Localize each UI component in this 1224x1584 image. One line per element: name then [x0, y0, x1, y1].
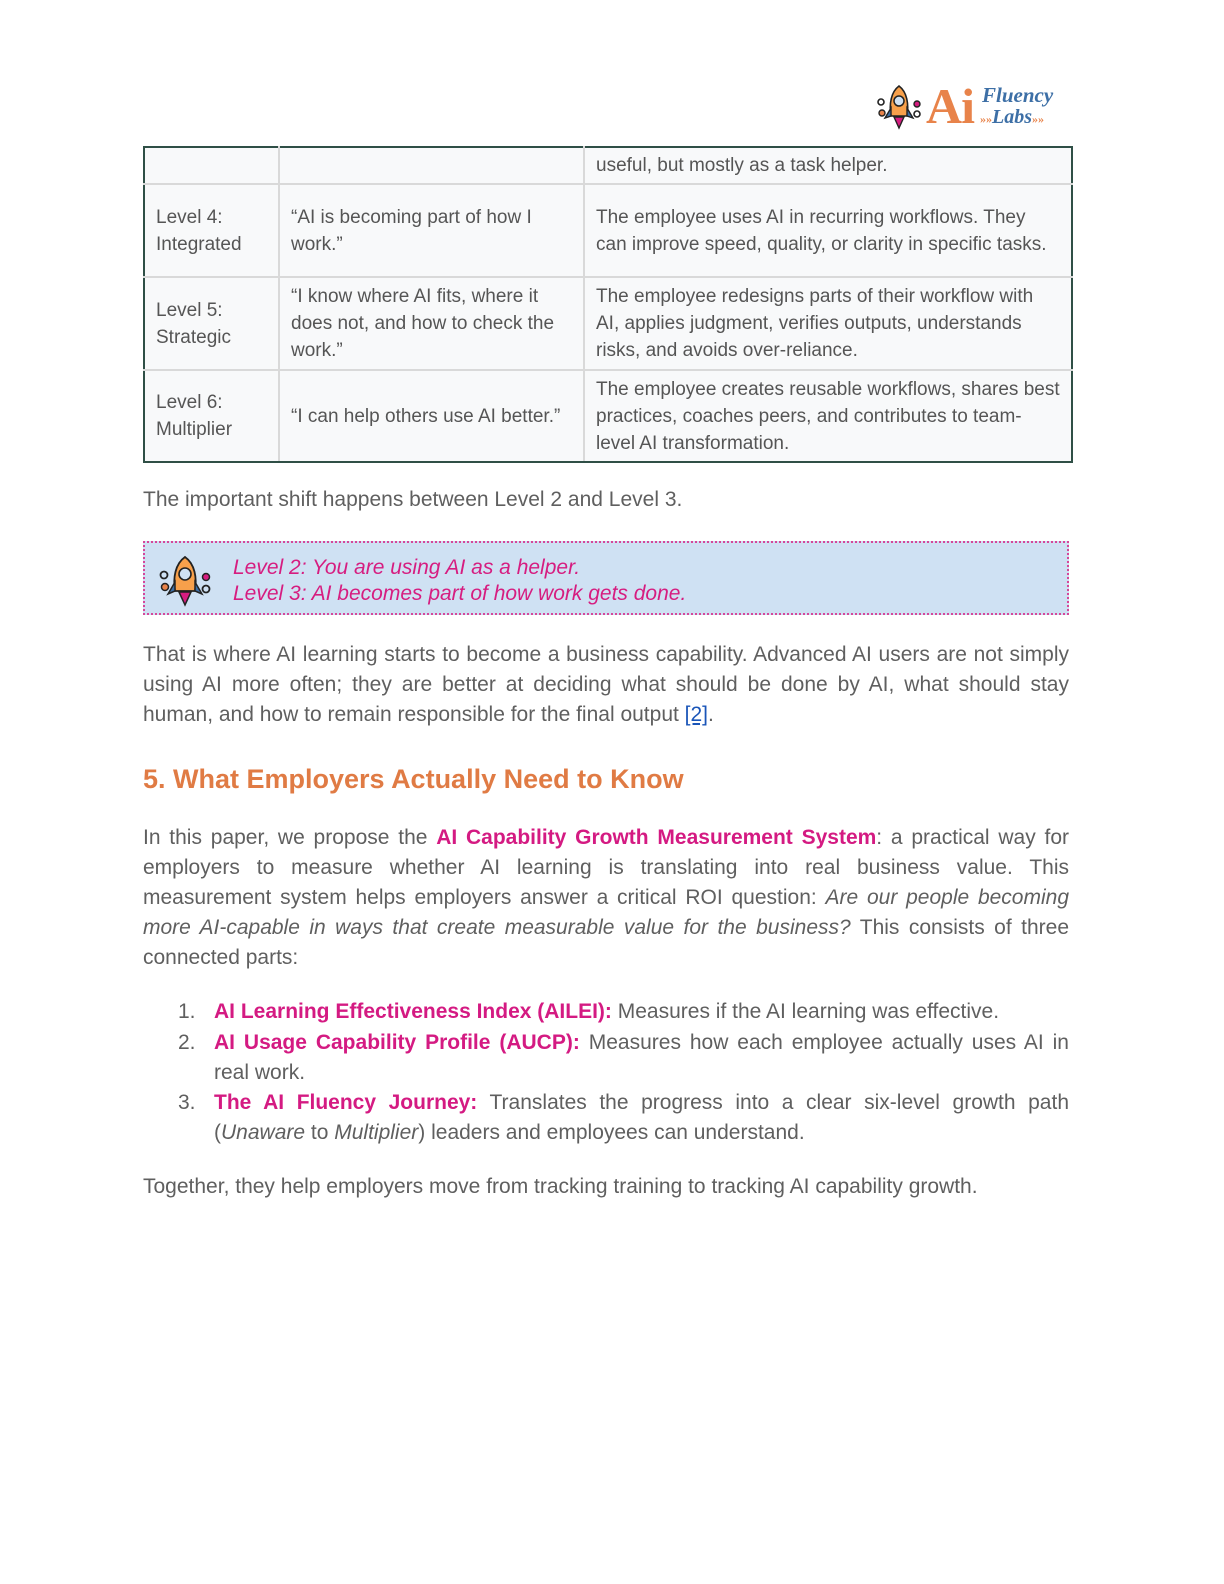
- shift-sentence: The important shift happens between Level 2 and Level 3.: [143, 488, 683, 511]
- list-item: [143, 997, 1069, 1027]
- table-row: [144, 277, 1072, 370]
- list-number: 1.: [178, 1000, 196, 1023]
- level-cell: Level 6: Multiplier: [144, 370, 279, 462]
- quote-cell: “I can help others use AI better.”: [279, 370, 584, 462]
- quote-cell: “AI is becoming part of how I work.”: [279, 184, 584, 277]
- citation-link[interactable]: [2]: [684, 703, 709, 726]
- level-cell: Level 5: Strategic: [144, 277, 279, 370]
- logo-labs-text: Labs: [992, 106, 1032, 128]
- table-row: [144, 370, 1072, 462]
- list-item: [143, 1028, 1069, 1088]
- system-name-highlight: AI Capability Growth Measurement System: [436, 826, 877, 849]
- logo-ai-text: Ai: [926, 78, 974, 134]
- capability-text: That is where AI learning starts to become a business capability. Advanced AI users are not simply using AI more often; they are better at deciding what should be done by AI, what should stay human, and how to remain responsible for the final output: [143, 643, 1069, 726]
- levels-table: [143, 146, 1073, 463]
- description-cell: The employee creates reusable workflows, shares best practices, coaches peers, and contributes to team-level AI transformation.: [584, 370, 1072, 462]
- level-unaware: Unaware: [221, 1121, 306, 1144]
- roi-question: Are our people becoming more AI-capable in ways that create measurable value for the business?: [143, 886, 1070, 939]
- intro-paragraph: [143, 823, 1069, 973]
- rocket-icon: [874, 82, 924, 134]
- section-heading: 5. What Employers Actually Need to Know: [143, 764, 684, 794]
- rocket-icon: [155, 553, 215, 609]
- intro-text-1: In this paper, we propose the: [143, 826, 437, 849]
- list-item-title: AI Learning Effectiveness Index (AILEI):: [214, 1000, 612, 1023]
- callout-line-1: Level 2: You are using AI as a helper.: [233, 556, 581, 579]
- capability-end: .: [708, 703, 714, 726]
- intro-text-3: This consists of three connected parts:: [143, 916, 1069, 969]
- quote-cell: [279, 147, 584, 184]
- description-cell: The employee uses AI in recurring workflows. They can improve speed, quality, or clarity in specific tasks.: [584, 184, 1072, 277]
- level-multiplier: Multiplier: [334, 1121, 419, 1144]
- level-cell: [144, 147, 279, 184]
- capability-paragraph: [143, 640, 1069, 730]
- quote-cell: “I know where AI fits, where it does not, and how to check the work.”: [279, 277, 584, 370]
- level-cell: Level 4: Integrated: [144, 184, 279, 277]
- list-item-text: to: [305, 1121, 335, 1144]
- table-row: [144, 147, 1072, 184]
- list-item-text: Measures if the AI learning was effective.: [611, 1000, 1000, 1023]
- table-row: [144, 184, 1072, 277]
- intro-text-2: : a practical way for employers to measure whether AI learning is translating into real business value. This measurement system helps employers answer a critical ROI question:: [143, 826, 1069, 909]
- ai-fluency-labs-logo: [874, 80, 1064, 132]
- closing-sentence: Together, they help employers move from tracking training to tracking AI capability growth.: [143, 1175, 978, 1198]
- logo-fluency-text: Fluency: [982, 83, 1054, 107]
- logo-labs-line: [980, 106, 1044, 130]
- list-item-title: The AI Fluency Journey:: [214, 1091, 478, 1114]
- list-item-title: AI Usage Capability Profile (AUCP):: [214, 1031, 580, 1054]
- level-callout: [143, 541, 1069, 615]
- logo-chevrons-left: »»: [980, 112, 992, 126]
- list-item: [143, 1088, 1069, 1148]
- list-item-text: Translates the progress into a clear six-level growth path (: [214, 1091, 1070, 1144]
- parts-list: [143, 997, 1069, 1148]
- list-item-text: Measures how each employee actually uses AI in real work.: [214, 1031, 1069, 1084]
- description-cell: useful, but mostly as a task helper.: [584, 147, 1072, 184]
- list-item-text: ) leaders and employees can understand.: [418, 1121, 805, 1144]
- list-number: 3.: [178, 1091, 196, 1114]
- description-cell: The employee redesigns parts of their workflow with AI, applies judgment, verifies outputs, understands risks, and avoids over-reliance.: [584, 277, 1072, 370]
- logo-chevrons-right: »»: [1032, 112, 1044, 126]
- callout-line-2: Level 3: AI becomes part of how work gets done.: [233, 582, 687, 605]
- list-number: 2.: [178, 1031, 196, 1054]
